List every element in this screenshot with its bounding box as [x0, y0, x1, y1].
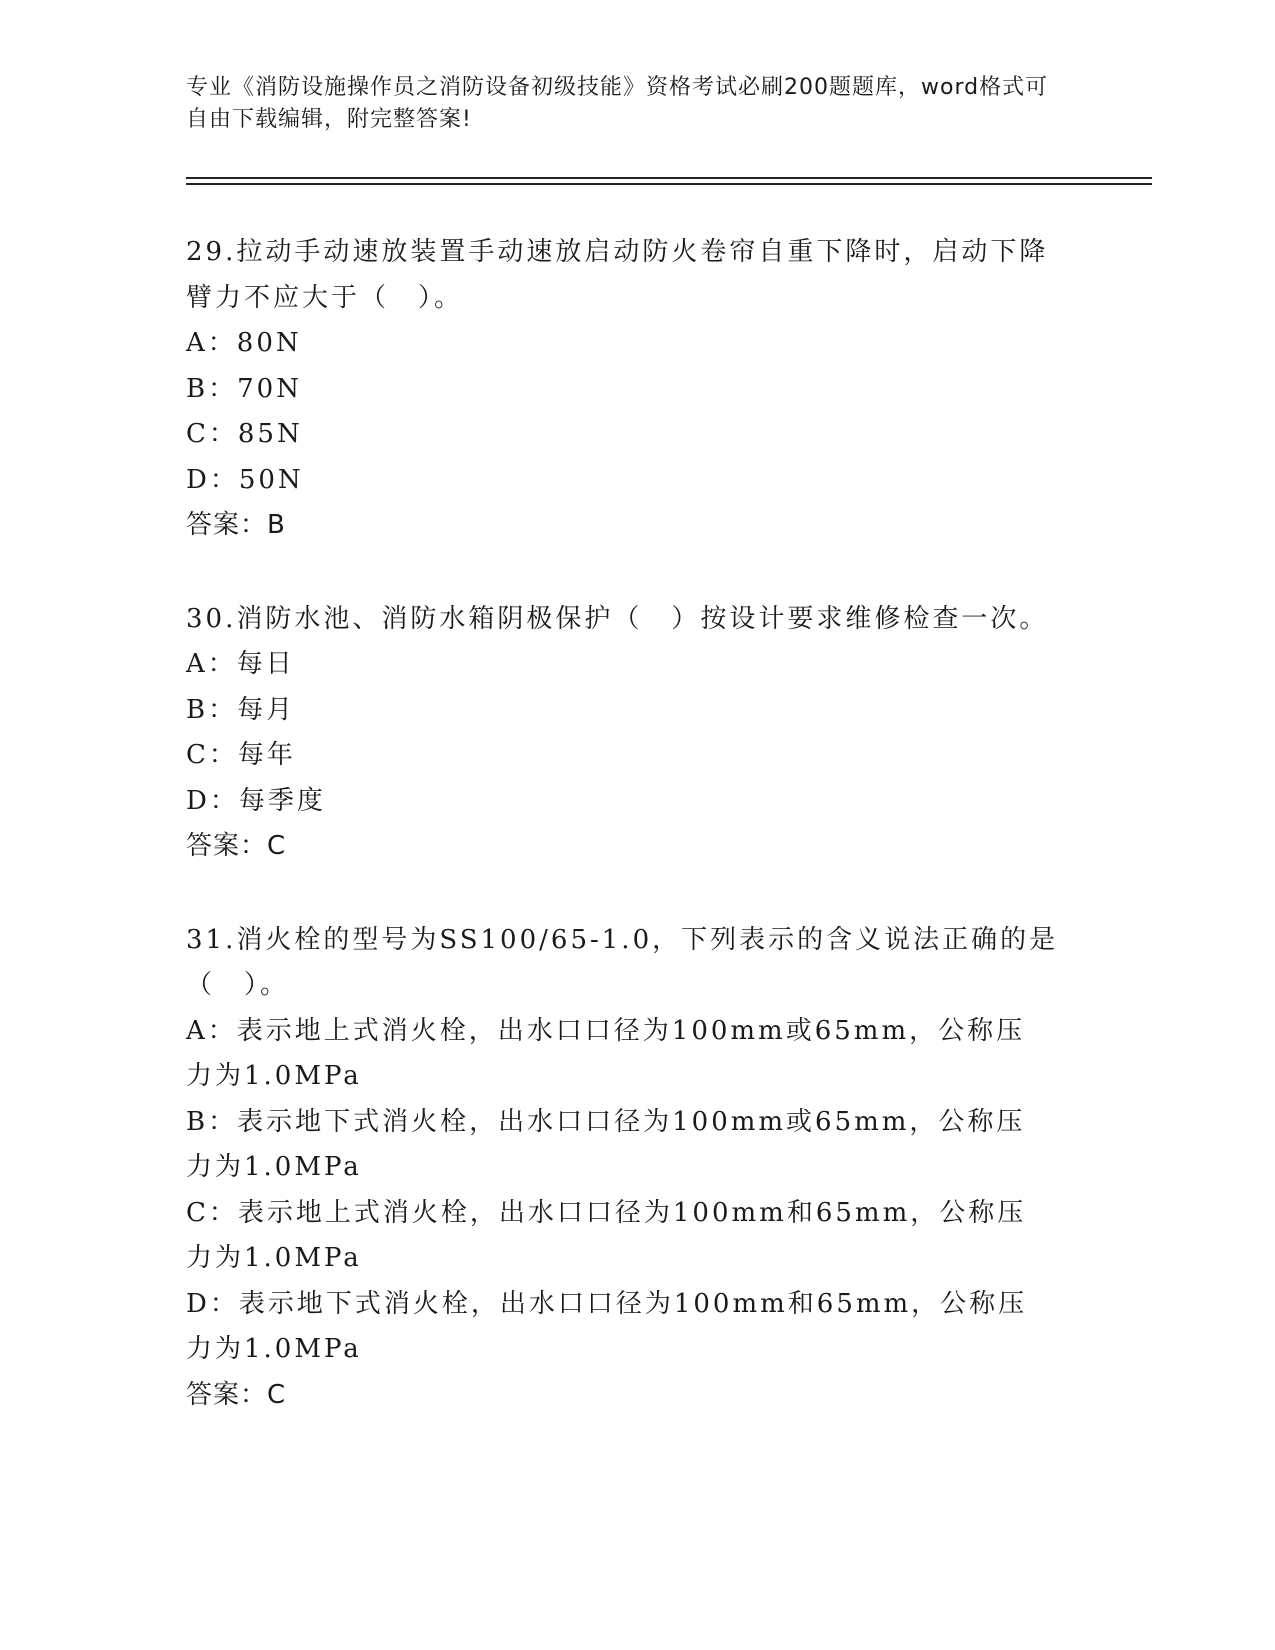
- option-d: D：50N: [186, 464, 304, 495]
- question-29: [186, 230, 1066, 549]
- option-d: D：表示地下式消火栓，出水口口径为100mm和65mm，公称压力为1.0MPa: [186, 1288, 1028, 1364]
- option-c: C：每年: [186, 740, 296, 770]
- question-stem: 29.拉动手动速放装置手动速放启动防火卷帘自重下降时，启动下降臂力不应大于（ ）。: [186, 237, 1049, 313]
- option-d: D：每季度: [186, 785, 326, 816]
- option-b: B：70N: [186, 373, 302, 404]
- answer: 答案：C: [186, 1379, 287, 1410]
- question-30: [186, 597, 1066, 870]
- question-stem: 30.消防水池、消防水箱阴极保护（ ）按设计要求维修检查一次。: [186, 603, 1049, 634]
- option-c: C：表示地上式消火栓，出水口口径为100mm和65mm，公称压力为1.0MPa: [186, 1197, 1027, 1273]
- option-b: B：每月: [186, 694, 296, 725]
- question-31: [186, 918, 1066, 1419]
- answer: 答案：C: [186, 831, 287, 861]
- option-a: A：80N: [186, 328, 302, 358]
- question-stem: 31.消火栓的型号为SS100/65-1.0，下列表示的含义说法正确的是（ ）。: [186, 924, 1059, 1000]
- question-list: [186, 230, 1066, 1466]
- answer: 答案：B: [186, 510, 286, 540]
- document-header: 专业《消防设施操作员之消防设备初级技能》资格考试必刷200题题库，word格式可自由下载编辑，附完整答案!: [186, 75, 1049, 132]
- header-rule-top: [186, 177, 1152, 179]
- header-rule-bottom: [186, 183, 1152, 185]
- option-b: B：表示地下式消火栓，出水口口径为100mm或65mm，公称压力为1.0MPa: [186, 1106, 1026, 1182]
- option-a: A：表示地上式消火栓，出水口口径为100mm或65mm，公称压力为1.0MPa: [186, 1015, 1026, 1091]
- option-c: C：85N: [186, 419, 303, 449]
- option-a: A：每日: [186, 649, 295, 679]
